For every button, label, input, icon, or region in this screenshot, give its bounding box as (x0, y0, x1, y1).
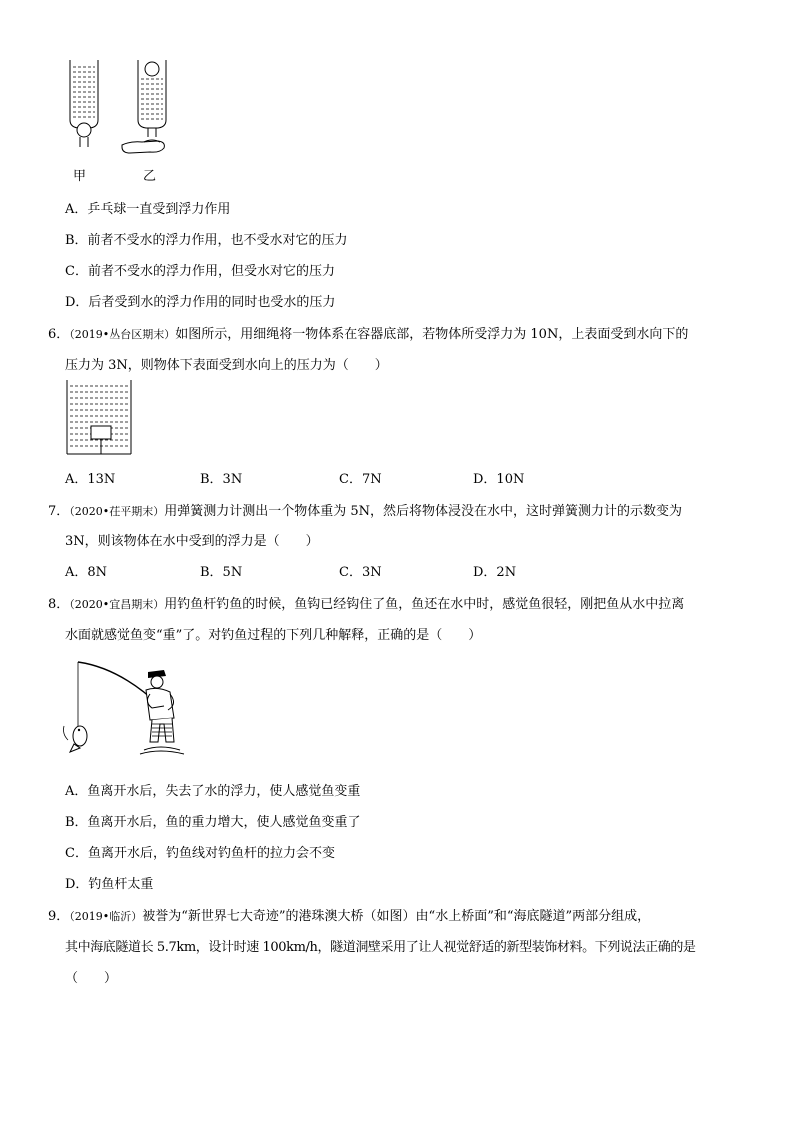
q8-text-line2: 水面就感觉鱼变“重”了。对钓鱼过程的下列几种解释，正确的是（ ） (65, 628, 482, 643)
ping-pong-ball-jia (77, 123, 91, 137)
hand-icon (122, 141, 164, 153)
q8-option-d: D．钓鱼杆太重 (65, 877, 154, 892)
q6-figure-container (65, 378, 135, 458)
fish-icon (64, 726, 88, 752)
ping-pong-ball-yi (145, 62, 159, 76)
q8-figure-fisherman (60, 658, 190, 763)
q7-number: 7． (48, 504, 70, 519)
q6-option-d: D．10N (473, 472, 525, 487)
q6-text-line2: 压力为 3N，则物体下表面受到水向上的压力为（ ） (65, 358, 388, 373)
q7-option-b: B．5N (200, 565, 243, 580)
figure-label-yi: 乙 (143, 169, 157, 184)
q7-text-line2: 3N，则该物体在水中受到的浮力是（ ） (65, 534, 319, 549)
tube-yi (122, 60, 166, 153)
fisherman-icon (140, 670, 184, 754)
q6-number: 6． (48, 327, 70, 342)
q8-option-c: C．鱼离开水后，钓鱼线对钓鱼杆的拉力会不变 (65, 846, 335, 861)
figure-label-jia: 甲 (73, 169, 87, 184)
q5-option-d: D．后者受到水的浮力作用的同时也受水的压力 (65, 295, 336, 310)
q6-option-b: B．3N (200, 472, 243, 487)
q6-source: （2019•丛台区期末） (69, 328, 176, 341)
q5-option-b: B．前者不受水的浮力作用，也不受水对它的压力 (65, 233, 348, 248)
q8-number: 8． (48, 597, 70, 612)
q5-option-a: A．乒乓球一直受到浮力作用 (65, 202, 231, 217)
q7-option-a: A．8N (65, 565, 108, 580)
q8-source: （2020•宜昌期末） (69, 598, 165, 611)
q9-source: （2019•临沂） (69, 910, 143, 923)
q7-source: （2020•茌平期末） (69, 505, 165, 518)
q7-text-line1: 用弹簧测力计测出一个物体重为 5N，然后将物体浸没在水中，这时弹簧测力计的示数变为 (164, 504, 683, 519)
q6-option-c: C．7N (339, 472, 382, 487)
q8-option-b: B．鱼离开水后，鱼的重力增大，使人感觉鱼变重了 (65, 815, 361, 830)
q9-text-line2: 其中海底隧道长 5.7km，设计时速 100km/h，隧道洞壁采用了让人视觉舒适的新型装饰材料。下列说法正确的是 (65, 940, 696, 955)
q8-stem (48, 596, 684, 614)
q8-option-a: A．鱼离开水后，失去了水的浮力，使人感觉鱼变重 (65, 784, 361, 799)
q8-text-line1: 用钓鱼杆钓鱼的时候，鱼钩已经钩住了鱼，鱼还在水中时，感觉鱼很轻，刚把鱼从水中拉离 (164, 597, 685, 612)
q9-text-line1: 被誉为“新世界七大奇迹”的港珠澳大桥（如图）由“水上桥面”和“海底隧道”两部分组成， (142, 909, 651, 924)
q7-option-c: C．3N (339, 565, 382, 580)
q7-stem (48, 503, 682, 521)
q7-option-d: D．2N (473, 565, 517, 580)
q5-option-c: C．前者不受水的浮力作用，但受水对它的压力 (65, 264, 335, 279)
tube-jia (70, 60, 98, 147)
q6-stem (48, 326, 688, 344)
q9-stem (48, 908, 650, 926)
q6-option-a: A．13N (65, 472, 116, 487)
q9-text-line3: （ ） (65, 971, 118, 986)
q9-number: 9． (48, 909, 70, 924)
q6-text-line1: 如图所示，用细绳将一物体系在容器底部，若物体所受浮力为 10N，上表面受到水向下的 (175, 327, 689, 342)
submerged-block (91, 426, 111, 439)
